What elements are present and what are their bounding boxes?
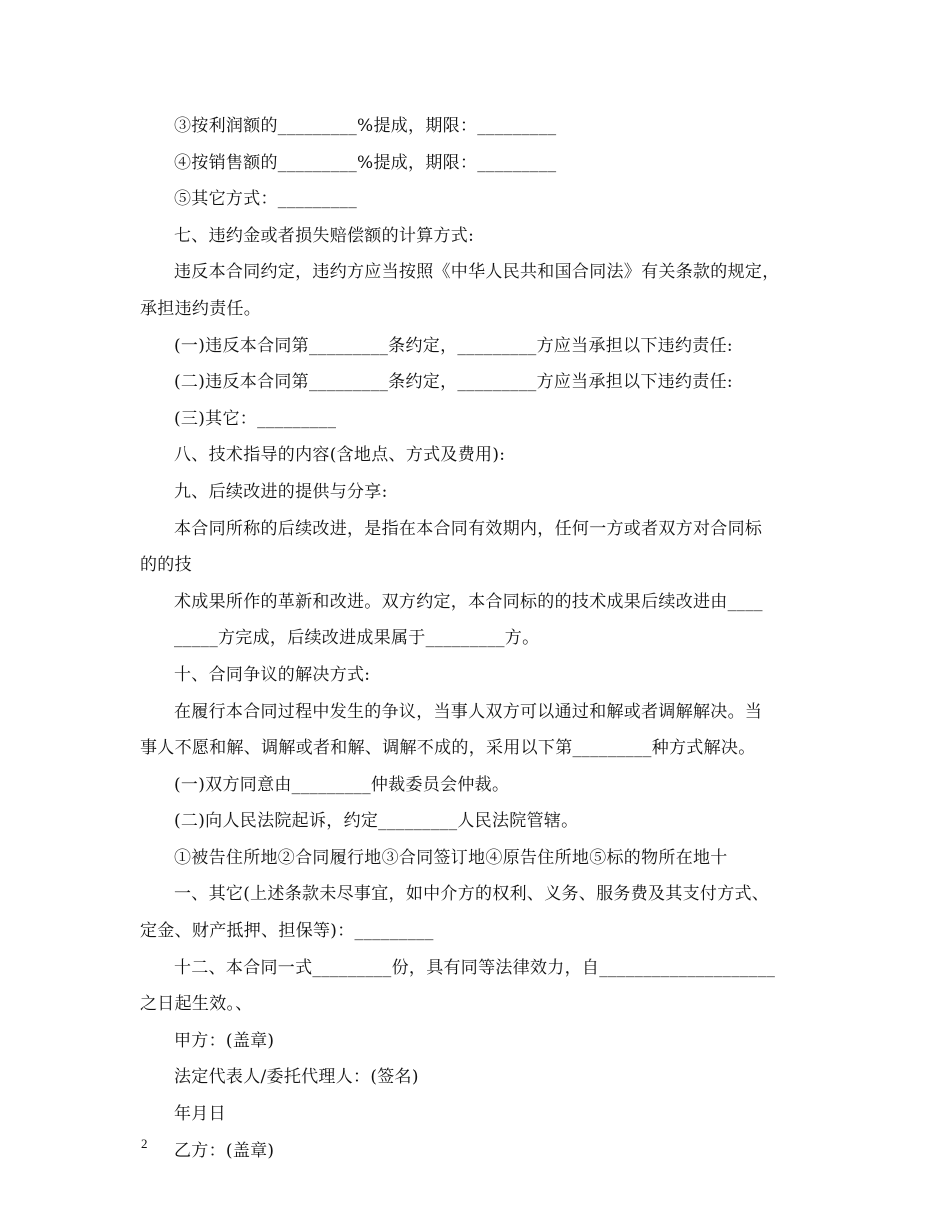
clause-line: 事人不愿和解、调解或者和解、调解不成的，采用以下第_________种方式解决。 xyxy=(140,738,756,759)
clause-line: ①被告住所地②合同履行地③合同签订地④原告住所地⑤标的物所在地十 xyxy=(174,847,728,868)
clause-line: (一)违反本合同第_________条约定，_________方应当承担以下违约责任: xyxy=(174,335,733,356)
document-body xyxy=(140,116,830,1177)
signature-line: 法定代表人/委托代理人：(签名) xyxy=(174,1067,419,1088)
clause-line: 在履行本合同过程中发生的争议，当事人双方可以通过和解或者调解解决。当 xyxy=(174,701,763,722)
clause-line: ③按利润额的_________%提成，期限：_________ xyxy=(174,116,557,136)
clause-line: ⑤其它方式：_________ xyxy=(174,189,357,210)
date-line: 年月日 xyxy=(174,1104,226,1125)
clause-line: 十二、本合同一式_________份，具有同等法律效力，自____________________ xyxy=(174,957,776,978)
page-number: 2 xyxy=(141,1136,148,1151)
clause-line: 承担违约责任。 xyxy=(140,298,262,319)
clause-line: 本合同所称的后续改进，是指在本合同有效期内，任何一方或者双方对合同标 xyxy=(174,518,763,539)
clause-line: (三)其它：_________ xyxy=(174,408,337,429)
section-heading: 九、后续改进的提供与分享: xyxy=(174,481,388,502)
section-heading: 八、技术指导的内容(含地点、方式及费用): xyxy=(174,445,506,466)
clause-line: ④按销售额的_________%提成，期限：_________ xyxy=(174,152,557,173)
section-heading: 七、违约金或者损失赔偿额的计算方式: xyxy=(174,225,475,246)
clause-line: (二)向人民法院起诉，约定_________人民法院管辖。 xyxy=(174,811,579,832)
clause-line: 违反本合同约定，违约方应当按照《中华人民共和国合同法》有关条款的规定， xyxy=(174,262,780,283)
clause-line: 之日起生效。、 xyxy=(140,994,253,1015)
clause-line: (一)双方同意由_________仲裁委员会仲裁。 xyxy=(174,774,510,795)
section-heading: 十、合同争议的解决方式: xyxy=(174,664,371,685)
clause-line: 的的技 xyxy=(140,555,192,576)
signature-line: 乙方：(盖章) xyxy=(174,1140,275,1161)
clause-line: (二)违反本合同第_________条约定，_________方应当承担以下违约责任: xyxy=(174,372,733,393)
clause-line: _____方完成，后续改进成果属于_________方。 xyxy=(174,628,540,649)
clause-line: 定金、财产抵押、担保等)：_________ xyxy=(140,921,434,942)
clause-line: 一、其它(上述条款未尽事宜，如中介方的权利、义务、服务费及其支付方式、 xyxy=(174,884,770,905)
clause-line: 术成果所作的革新和改进。双方约定，本合同标的的技术成果后续改进由____ xyxy=(174,591,763,612)
signature-line: 甲方：(盖章) xyxy=(174,1030,275,1051)
